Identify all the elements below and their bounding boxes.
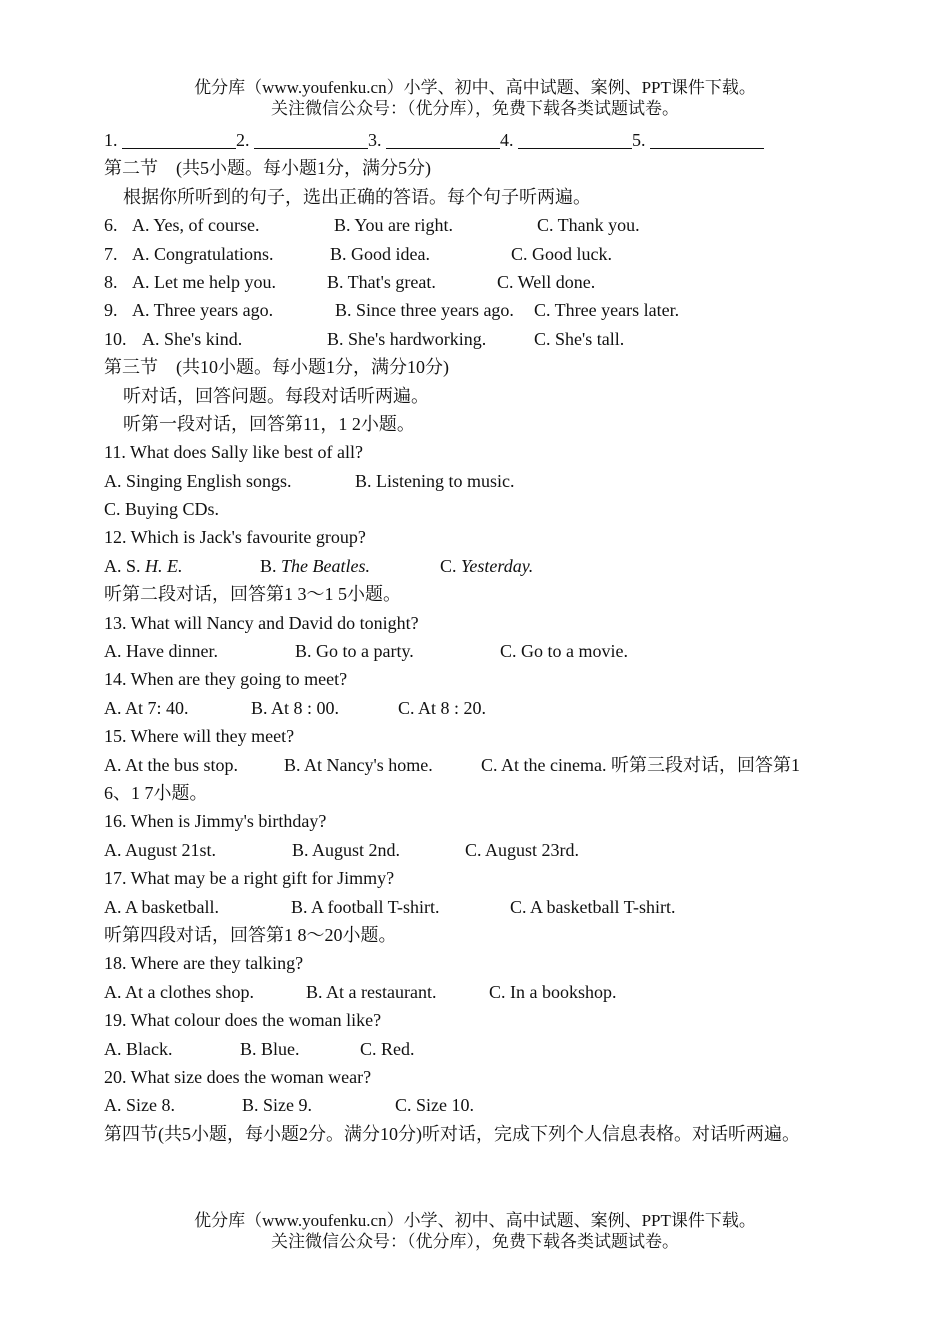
q17-option-b: B. A football T-shirt. xyxy=(291,896,440,917)
blank-label-4: 4. xyxy=(500,130,518,150)
question-17-options xyxy=(104,893,844,921)
q7-option-a: A. Congratulations. xyxy=(132,243,274,264)
blank-label-3: 3. xyxy=(368,130,386,150)
answer-blank-2[interactable] xyxy=(254,130,368,149)
blank-label-5: 5. xyxy=(632,130,650,150)
q7-option-c: C. Good luck. xyxy=(511,243,612,264)
section3-title: 第三节 (共10小题。每小题1分，满分10分) xyxy=(104,357,449,378)
q15-option-b: B. At Nancy's home. xyxy=(284,754,433,775)
q15-option-a: A. At the bus stop. xyxy=(104,754,239,775)
q18-option-a: A. At a clothes shop. xyxy=(104,981,254,1002)
q8-number: 8. xyxy=(104,271,118,292)
question-19-options xyxy=(104,1035,844,1063)
header-line-2: 关注微信公众号：（优分库），免费下载各类试题试卷。 xyxy=(271,99,679,118)
q13-option-c: C. Go to a movie. xyxy=(500,641,628,662)
q19-option-b: B. Blue. xyxy=(240,1038,300,1059)
question-14: 14. When are they going to meet? xyxy=(104,669,348,690)
section4-title: 第四节(共5小题，每小题2分。满分10分)听对话，完成下列个人信息表格。对话听两遍。 xyxy=(104,1123,800,1144)
q9-number: 9. xyxy=(104,300,118,321)
question-19: 19. What colour does the woman like? xyxy=(104,1010,382,1031)
q16-option-c: C. August 23rd. xyxy=(465,839,580,860)
q11-option-b: B. Listening to music. xyxy=(355,470,515,491)
q10-option-a: A. She's kind. xyxy=(142,328,243,349)
q12-option-c: C. Yesterday. xyxy=(440,555,534,576)
q16-option-a: A. August 21st. xyxy=(104,839,217,860)
question-18: 18. Where are they talking? xyxy=(104,953,304,974)
q10-number: 10. xyxy=(104,328,127,349)
section3-instruction: 听对话，回答问题。每段对话听两遍。 xyxy=(123,385,429,406)
q13-option-a: A. Have dinner. xyxy=(104,641,218,662)
q6-number: 6. xyxy=(104,215,118,236)
question-14-options xyxy=(104,694,844,722)
q19-option-c: C. Red. xyxy=(360,1038,415,1059)
question-13: 13. What will Nancy and David do tonight? xyxy=(104,612,419,633)
dialog3-instruction-cont: 6、1 7小题。 xyxy=(104,782,208,803)
q9-option-b: B. Since three years ago. xyxy=(335,300,514,321)
q20-option-a: A. Size 8. xyxy=(104,1095,175,1116)
q9-option-a: A. Three years ago. xyxy=(132,300,274,321)
section2-instruction: 根据你所听到的句子，选出正确的答语。每个句子听两遍。 xyxy=(123,186,591,207)
answer-blank-5[interactable] xyxy=(650,130,764,149)
dialog3-instruction: 听第三段对话，回答第1 xyxy=(610,754,800,775)
q16-option-b: B. August 2nd. xyxy=(292,839,401,860)
q12-option-b: B. The Beatles. xyxy=(260,555,370,576)
page-footer xyxy=(0,1210,950,1252)
question-12: 12. Which is Jack's favourite group? xyxy=(104,527,366,548)
q6-option-a: A. Yes, of course. xyxy=(132,215,260,236)
question-17: 17. What may be a right gift for Jimmy? xyxy=(104,868,395,889)
footer-line-1: 优分库（www.youfenku.cn）小学、初中、高中试题、案例、PPT课件下载。 xyxy=(194,1211,756,1230)
q8-option-a: A. Let me help you. xyxy=(132,271,276,292)
question-18-options xyxy=(104,978,844,1006)
q10-option-c: C. She's tall. xyxy=(534,328,625,349)
q10-option-b: B. She's hardworking. xyxy=(327,328,487,349)
question-11: 11. What does Sally like best of all? xyxy=(104,442,363,463)
dialog1-instruction: 听第一段对话，回答第11，1 2小题。 xyxy=(123,413,415,434)
question-16-options xyxy=(104,836,844,864)
q17-option-c: C. A basketball T-shirt. xyxy=(510,896,676,917)
answer-blank-3[interactable] xyxy=(386,130,500,149)
q15-option-c-with-dialog3 xyxy=(481,751,800,779)
answer-blank-1[interactable] xyxy=(122,130,236,149)
q8-option-b: B. That's great. xyxy=(327,271,436,292)
dialog2-instruction: 听第二段对话，回答第1 3～1 5小题。 xyxy=(104,584,401,605)
question-12-options xyxy=(104,552,844,580)
question-7 xyxy=(104,240,844,268)
question-6 xyxy=(104,211,844,239)
exam-content xyxy=(104,126,844,1148)
page-header xyxy=(0,77,950,119)
q11-option-c: C. Buying CDs. xyxy=(104,499,220,520)
blank-label-2: 2. xyxy=(236,130,254,150)
q9-option-c: C. Three years later. xyxy=(534,300,680,321)
blank-label-1: 1. xyxy=(104,130,122,150)
q8-option-c: C. Well done. xyxy=(497,271,596,292)
q14-option-c: C. At 8 : 20. xyxy=(398,697,487,718)
section2-title: 第二节 (共5小题。每小题1分，满分5分) xyxy=(104,158,431,179)
q6-option-b: B. You are right. xyxy=(334,215,454,236)
answer-blank-4[interactable] xyxy=(518,130,632,149)
q20-option-b: B. Size 9. xyxy=(242,1095,312,1116)
q13-option-b: B. Go to a party. xyxy=(295,641,414,662)
question-9 xyxy=(104,296,844,324)
question-15-options xyxy=(104,751,844,779)
footer-line-2: 关注微信公众号：（优分库），免费下载各类试题试卷。 xyxy=(271,1232,679,1251)
q18-option-c: C. In a bookshop. xyxy=(489,981,617,1002)
q20-option-c: C. Size 10. xyxy=(395,1095,474,1116)
q14-option-b: B. At 8 : 00. xyxy=(251,697,340,718)
answer-blanks-row xyxy=(104,126,844,154)
q12-option-a: A. S. H. E. xyxy=(104,555,183,576)
question-11-options-ab xyxy=(104,467,844,495)
q7-number: 7. xyxy=(104,243,118,264)
dialog4-instruction: 听第四段对话，回答第1 8～20小题。 xyxy=(104,924,397,945)
question-20-options xyxy=(104,1091,844,1119)
question-10 xyxy=(104,325,844,353)
question-20: 20. What size does the woman wear? xyxy=(104,1066,372,1087)
header-line-1: 优分库（www.youfenku.cn）小学、初中、高中试题、案例、PPT课件下载。 xyxy=(194,78,756,97)
q6-option-c: C. Thank you. xyxy=(537,215,640,236)
q18-option-b: B. At a restaurant. xyxy=(306,981,437,1002)
q19-option-a: A. Black. xyxy=(104,1038,173,1059)
q17-option-a: A. A basketball. xyxy=(104,896,219,917)
question-13-options xyxy=(104,637,844,665)
q15-option-c: C. At the cinema. xyxy=(481,754,607,775)
q7-option-b: B. Good idea. xyxy=(330,243,430,264)
question-15: 15. Where will they meet? xyxy=(104,726,295,747)
question-16: 16. When is Jimmy's birthday? xyxy=(104,811,327,832)
q11-option-a: A. Singing English songs. xyxy=(104,470,292,491)
question-8 xyxy=(104,268,844,296)
q14-option-a: A. At 7: 40. xyxy=(104,697,189,718)
